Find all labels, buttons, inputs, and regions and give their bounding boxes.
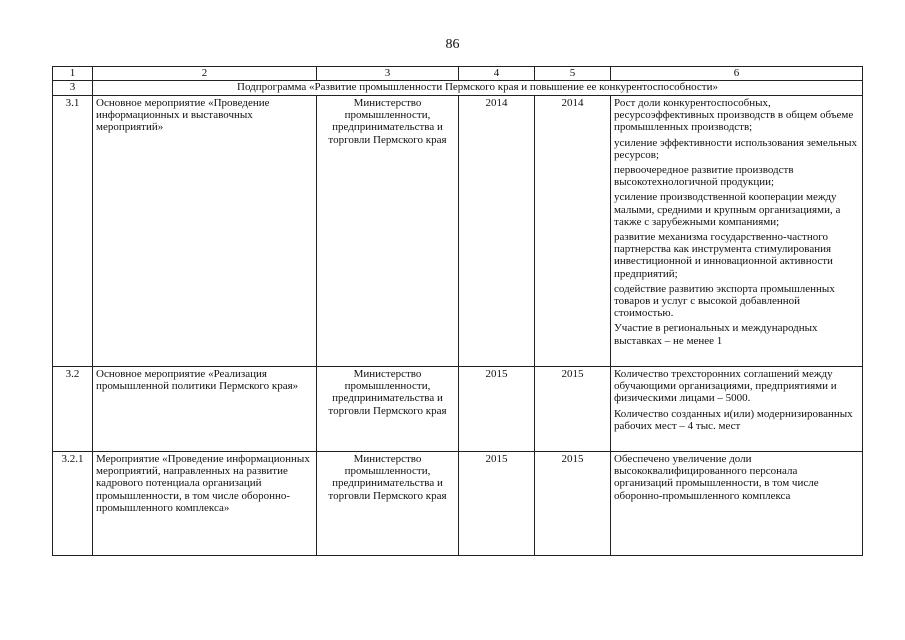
executor: Министерство промышленности, предпринимательства и торговли Пермского края (317, 96, 459, 367)
table-row (53, 96, 863, 367)
start-year: 2015 (459, 452, 535, 556)
column-number-row (53, 67, 863, 81)
page-number: 86 (445, 37, 460, 52)
result-item: Рост доли конкурентоспособных, ресурсоэффективных производств в общем объеме промышленных производств; (614, 97, 854, 134)
result-item: первоочередное развитие производств высокотехнологичной продукции; (614, 164, 794, 189)
column-number: 5 (535, 67, 611, 81)
start-year: 2015 (459, 367, 535, 452)
column-number: 4 (459, 67, 535, 81)
start-year: 2014 (459, 96, 535, 367)
event-name: Основное мероприятие «Проведение информационных и выставочных мероприятий» (93, 96, 317, 367)
subprogram-title: Подпрограмма «Развитие промышленности Пермского края и повышение ее конкурентоспособности» (93, 81, 863, 96)
result-item: развитие механизма государственно-частного партнерства как инструмента стимулирования инвестиционной и инновационной активности предприятий; (614, 231, 833, 280)
row-number: 3.2.1 (53, 452, 93, 556)
end-year: 2015 (535, 367, 611, 452)
subprogram-row (53, 81, 863, 96)
column-number: 1 (53, 67, 93, 81)
event-name: Мероприятие «Проведение информационных мероприятий, направленных на развитие кадрового потенциала организаций промышленности, в том числе оборонно-промышленного комплекса» (93, 452, 317, 556)
result-item: содействие развитию экспорта промышленных товаров и услуг с высокой добавленной стоимостью. (614, 282, 835, 320)
result-item: Участие в региональных и международных выставках – не менее 1 (614, 322, 818, 347)
activities-table (52, 66, 863, 556)
result-item: Количество созданных и(или) модернизированных рабочих мест – 4 тыс. мест (614, 407, 853, 432)
end-year: 2015 (535, 452, 611, 556)
column-number: 2 (93, 67, 317, 81)
executor: Министерство промышленности, предпринимательства и торговли Пермского края (317, 367, 459, 452)
column-number: 3 (317, 67, 459, 81)
table-row (53, 452, 863, 556)
result-item: усиление эффективности использования земельных ресурсов; (614, 136, 858, 161)
expected-results (611, 452, 863, 556)
result-item: усиление производственной кооперации между малыми, средними и крупным организациями, а также с зарубежными компаниями; (614, 191, 841, 228)
result-item: Обеспечено увеличение доли высококвалифицированного персонала организаций промышленности, в том числе оборонно-промышленного комплекса (614, 453, 819, 502)
row-number: 3.2 (53, 367, 93, 452)
event-name: Основное мероприятие «Реализация промышленной политики Пермского края» (93, 367, 317, 452)
table-row (53, 367, 863, 452)
subprogram-number: 3 (53, 81, 93, 96)
expected-results (611, 96, 863, 367)
column-number: 6 (611, 67, 863, 81)
executor: Министерство промышленности, предпринимательства и торговли Пермского края (317, 452, 459, 556)
expected-results (611, 367, 863, 452)
end-year: 2014 (535, 96, 611, 367)
result-item: Количество трехсторонних соглашений между обучающими организациями, предприятиями и физическими лицами – 5000. (614, 368, 837, 405)
row-number: 3.1 (53, 96, 93, 367)
